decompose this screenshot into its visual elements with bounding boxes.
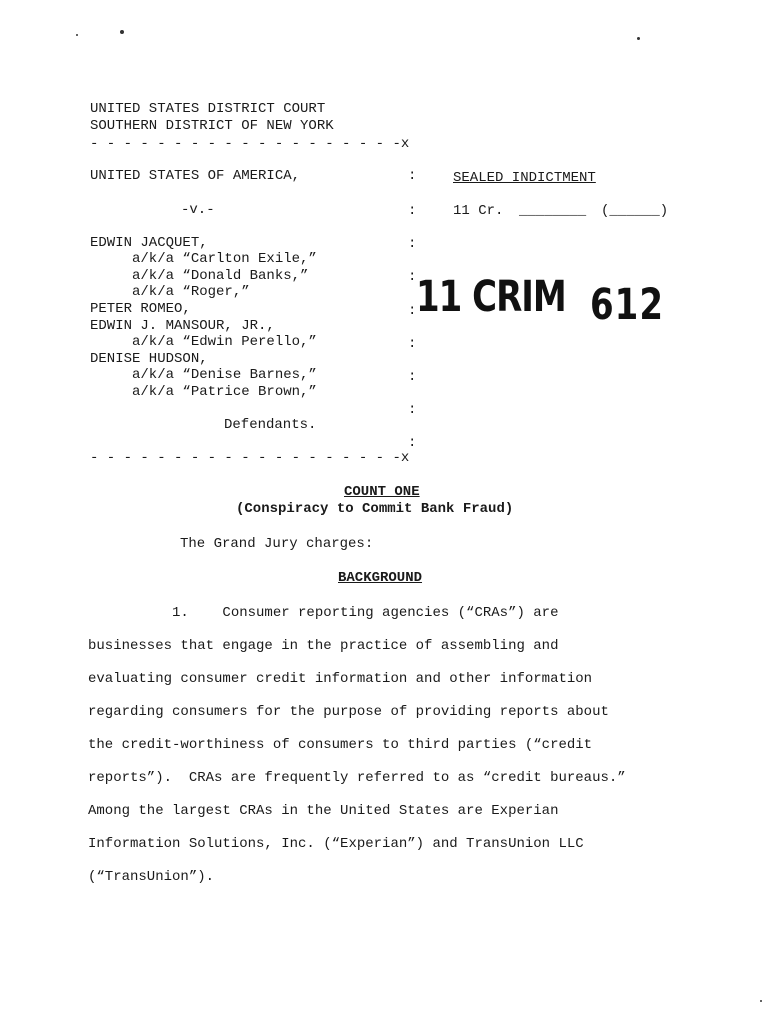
case-stamp-number: 612 — [590, 280, 664, 330]
defendant-line: EDWIN JACQUET, — [90, 235, 208, 251]
defendant-line: a/k/a “Roger,” — [90, 284, 250, 300]
versus-label: -v.- — [181, 202, 215, 218]
scan-speck — [637, 37, 640, 40]
section-heading: BACKGROUND — [338, 570, 423, 586]
case-number-paren: (______) — [601, 203, 669, 219]
paragraph-line: reports”). CRAs are frequently referred to as “credit bureaus.” — [88, 770, 626, 786]
court-name: UNITED STATES DISTRICT COURT — [90, 101, 326, 117]
paragraph-line: businesses that engage in the practice of assembling and — [88, 638, 559, 654]
count-subtitle: (Conspiracy to Commit Bank Fraud) — [236, 501, 514, 517]
scan-speck — [120, 30, 124, 34]
paragraph-line: the credit-worthiness of consumers to third parties (“credit — [88, 737, 593, 753]
grand-jury-charges: The Grand Jury charges: — [180, 536, 374, 552]
defendant-line: a/k/a “Donald Banks,” — [90, 268, 309, 284]
paragraph-line: regarding consumers for the purpose of providing reports about — [88, 704, 609, 720]
defendant-line: a/k/a “Edwin Perello,” — [90, 334, 317, 350]
defendant-line: DENISE HUDSON, — [90, 351, 208, 367]
caption-separator-top: - - - - - - - - - - - - - - - - - - -x — [90, 136, 410, 152]
plaintiff-name: UNITED STATES OF AMERICA, — [90, 168, 301, 184]
defendant-line: EDWIN J. MANSOUR, JR., — [90, 318, 275, 334]
indictment-page: UNITED STATES DISTRICT COURT SOUTHERN DISTRICT OF NEW YORK - - - - - - - - - - - - - - - - - - -x UNITED STATES OF AMERICA, -v.- EDWIN JACQUET, a/k/a “Carlton Exile,” a/k/a “Donald Banks,” a/k/a “Roger,” PETER ROMEO, EDWIN J. MANSOUR, JR., a/k/a “Edwin Perello,” DENISE HUDSON, a/k/a “Denise Barnes,” a/k/a “Patrice Brown,” Defendants. - - - - - - - - - - - - - - - - - - -x : : : : : : : : : SEALED INDICTMENT 11 Cr. ________ (______) 11 CRIM 612 COUNT ONE (Conspiracy to Commit Bank Fraud) The Grand Jury charges: BACKGROUND 1. Consumer reporting agencies (“CRAs”) are businesses that engage in the practice of assembling and evaluating consumer credit information and other information regarding consumers for the purpose of providing reports about the credit-worthiness of consumers to third parties (“credit reports”). CRAs are frequently referred to as “credit bureaus.” Among the largest CRAs in the United States are Experian Information Solutions, Inc. (“Experian”) and TransUnion LLC (“TransUnion”). — [0, 0, 768, 1024]
caption-separator-bottom: - - - - - - - - - - - - - - - - - - -x — [90, 450, 410, 466]
case-stamp-crim: 11 CRIM — [416, 272, 566, 322]
paragraph-line: Information Solutions, Inc. (“Experian”) and TransUnion LLC — [88, 836, 584, 852]
paragraph-line: (“TransUnion”). — [88, 869, 215, 885]
court-district: SOUTHERN DISTRICT OF NEW YORK — [90, 118, 334, 134]
scan-speck — [76, 34, 78, 36]
document-type: SEALED INDICTMENT — [453, 170, 596, 186]
case-number-prefix: 11 Cr. — [453, 203, 504, 219]
defendant-line: a/k/a “Denise Barnes,” — [90, 367, 317, 383]
paragraph-line: Among the largest CRAs in the United States are Experian — [88, 803, 559, 819]
scan-speck — [760, 1000, 762, 1002]
paragraph-1 — [88, 597, 688, 894]
defendant-line: PETER ROMEO, — [90, 301, 191, 317]
case-number-blank: ________ — [519, 203, 587, 219]
defendant-line: a/k/a “Patrice Brown,” — [90, 384, 317, 400]
defendants-label: Defendants. — [224, 417, 317, 433]
paragraph-line: 1. Consumer reporting agencies (“CRAs”) are — [88, 605, 559, 621]
defendant-line: a/k/a “Carlton Exile,” — [90, 251, 317, 267]
count-title: COUNT ONE — [344, 484, 420, 500]
paragraph-line: evaluating consumer credit information and other information — [88, 671, 593, 687]
